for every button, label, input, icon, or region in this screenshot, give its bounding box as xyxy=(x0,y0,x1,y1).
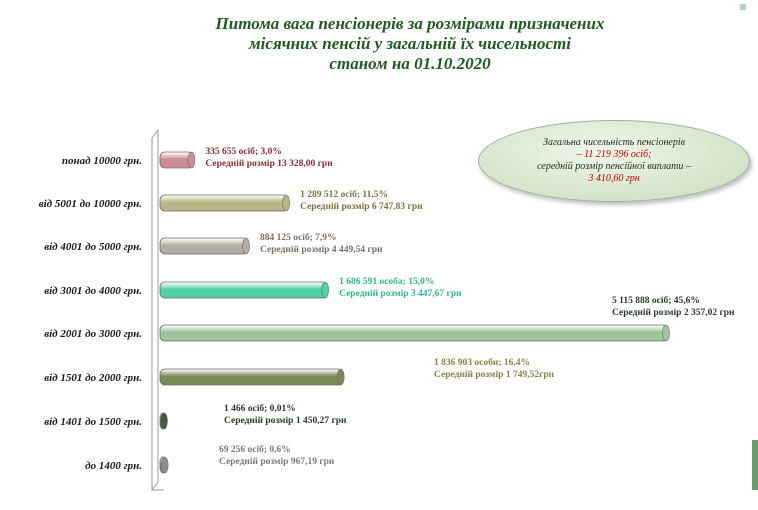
bar xyxy=(160,369,343,385)
data-label-average: Середній розмір 13 328,00 грн xyxy=(205,159,333,169)
callout-line-3: середній розмір пенсійної виплати – xyxy=(537,161,691,172)
data-label-average: Середній розмір 1 450,27 грн xyxy=(224,416,347,426)
data-label-count: 1 289 512 осіб; 11,5% xyxy=(300,190,388,200)
category-label: від 1401 до 1500 грн. xyxy=(44,416,142,428)
bar xyxy=(160,325,668,341)
bar-end-cap xyxy=(663,325,670,341)
bar xyxy=(160,195,288,211)
bar-end-cap xyxy=(337,369,344,385)
bar xyxy=(160,238,248,254)
category-label: понад 10000 грн. xyxy=(61,155,142,167)
bar-end-cap xyxy=(283,195,290,211)
data-label-count: 1 686 591 особа; 15,0% xyxy=(339,277,435,287)
category-label: до 1400 грн. xyxy=(85,460,142,472)
bar-end-cap xyxy=(188,152,195,168)
category-label: від 5001 до 10000 грн. xyxy=(38,198,142,210)
chart-title-line-2: місячних пенсій у загальній їх чисельності xyxy=(249,34,571,53)
data-label-count: 884 125 осіб; 7,9% xyxy=(260,233,337,243)
data-label-count: 1 466 осіб; 0,01% xyxy=(224,404,296,414)
total-callout xyxy=(478,120,750,202)
data-label-average: Середній розмір 3 447,67 грн xyxy=(339,289,462,299)
chart-title-line-1: Питома вага пенсіонерів за розмірами призначених xyxy=(215,14,605,33)
callout-line-1: Загальна чисельність пенсіонерів xyxy=(543,137,685,148)
category-label: від 3001 до 4000 грн. xyxy=(44,285,142,297)
data-label-average: Середній розмір 2 357,02 грн xyxy=(612,308,735,318)
bar-end-cap xyxy=(161,413,168,429)
bar-end-cap xyxy=(161,457,168,473)
data-label-count: 1 836 903 особи; 16,4% xyxy=(434,358,530,368)
data-label-average: Середній розмір 967,19 грн xyxy=(219,457,335,467)
data-label-average: Середній розмір 1 749,52грн xyxy=(434,370,555,380)
data-label-count: 5 115 888 осіб; 45,6% xyxy=(612,296,700,306)
chart-title-line-3: станом на 01.10.2020 xyxy=(329,54,491,73)
axis-wall xyxy=(152,130,158,490)
data-label-count: 69 256 осіб; 0,6% xyxy=(219,445,291,455)
category-label: від 4001 до 5000 грн. xyxy=(44,241,142,253)
category-label: від 2001 до 3000 грн. xyxy=(44,328,142,340)
category-label: від 1501 до 2000 грн. xyxy=(44,372,142,384)
data-label-count: 335 655 осіб; 3,0% xyxy=(205,147,282,157)
data-label-average: Середній розмір 4 449,54 грн xyxy=(260,245,383,255)
bar-end-cap xyxy=(243,238,250,254)
callout-line-4: 3 410,60 грн xyxy=(588,173,640,184)
bar xyxy=(160,282,327,298)
bar-end-cap xyxy=(322,282,329,298)
data-label-average: Середній розмір 6 747,83 грн xyxy=(300,202,423,212)
callout-line-2: – 11 219 396 осіб; xyxy=(576,149,652,160)
